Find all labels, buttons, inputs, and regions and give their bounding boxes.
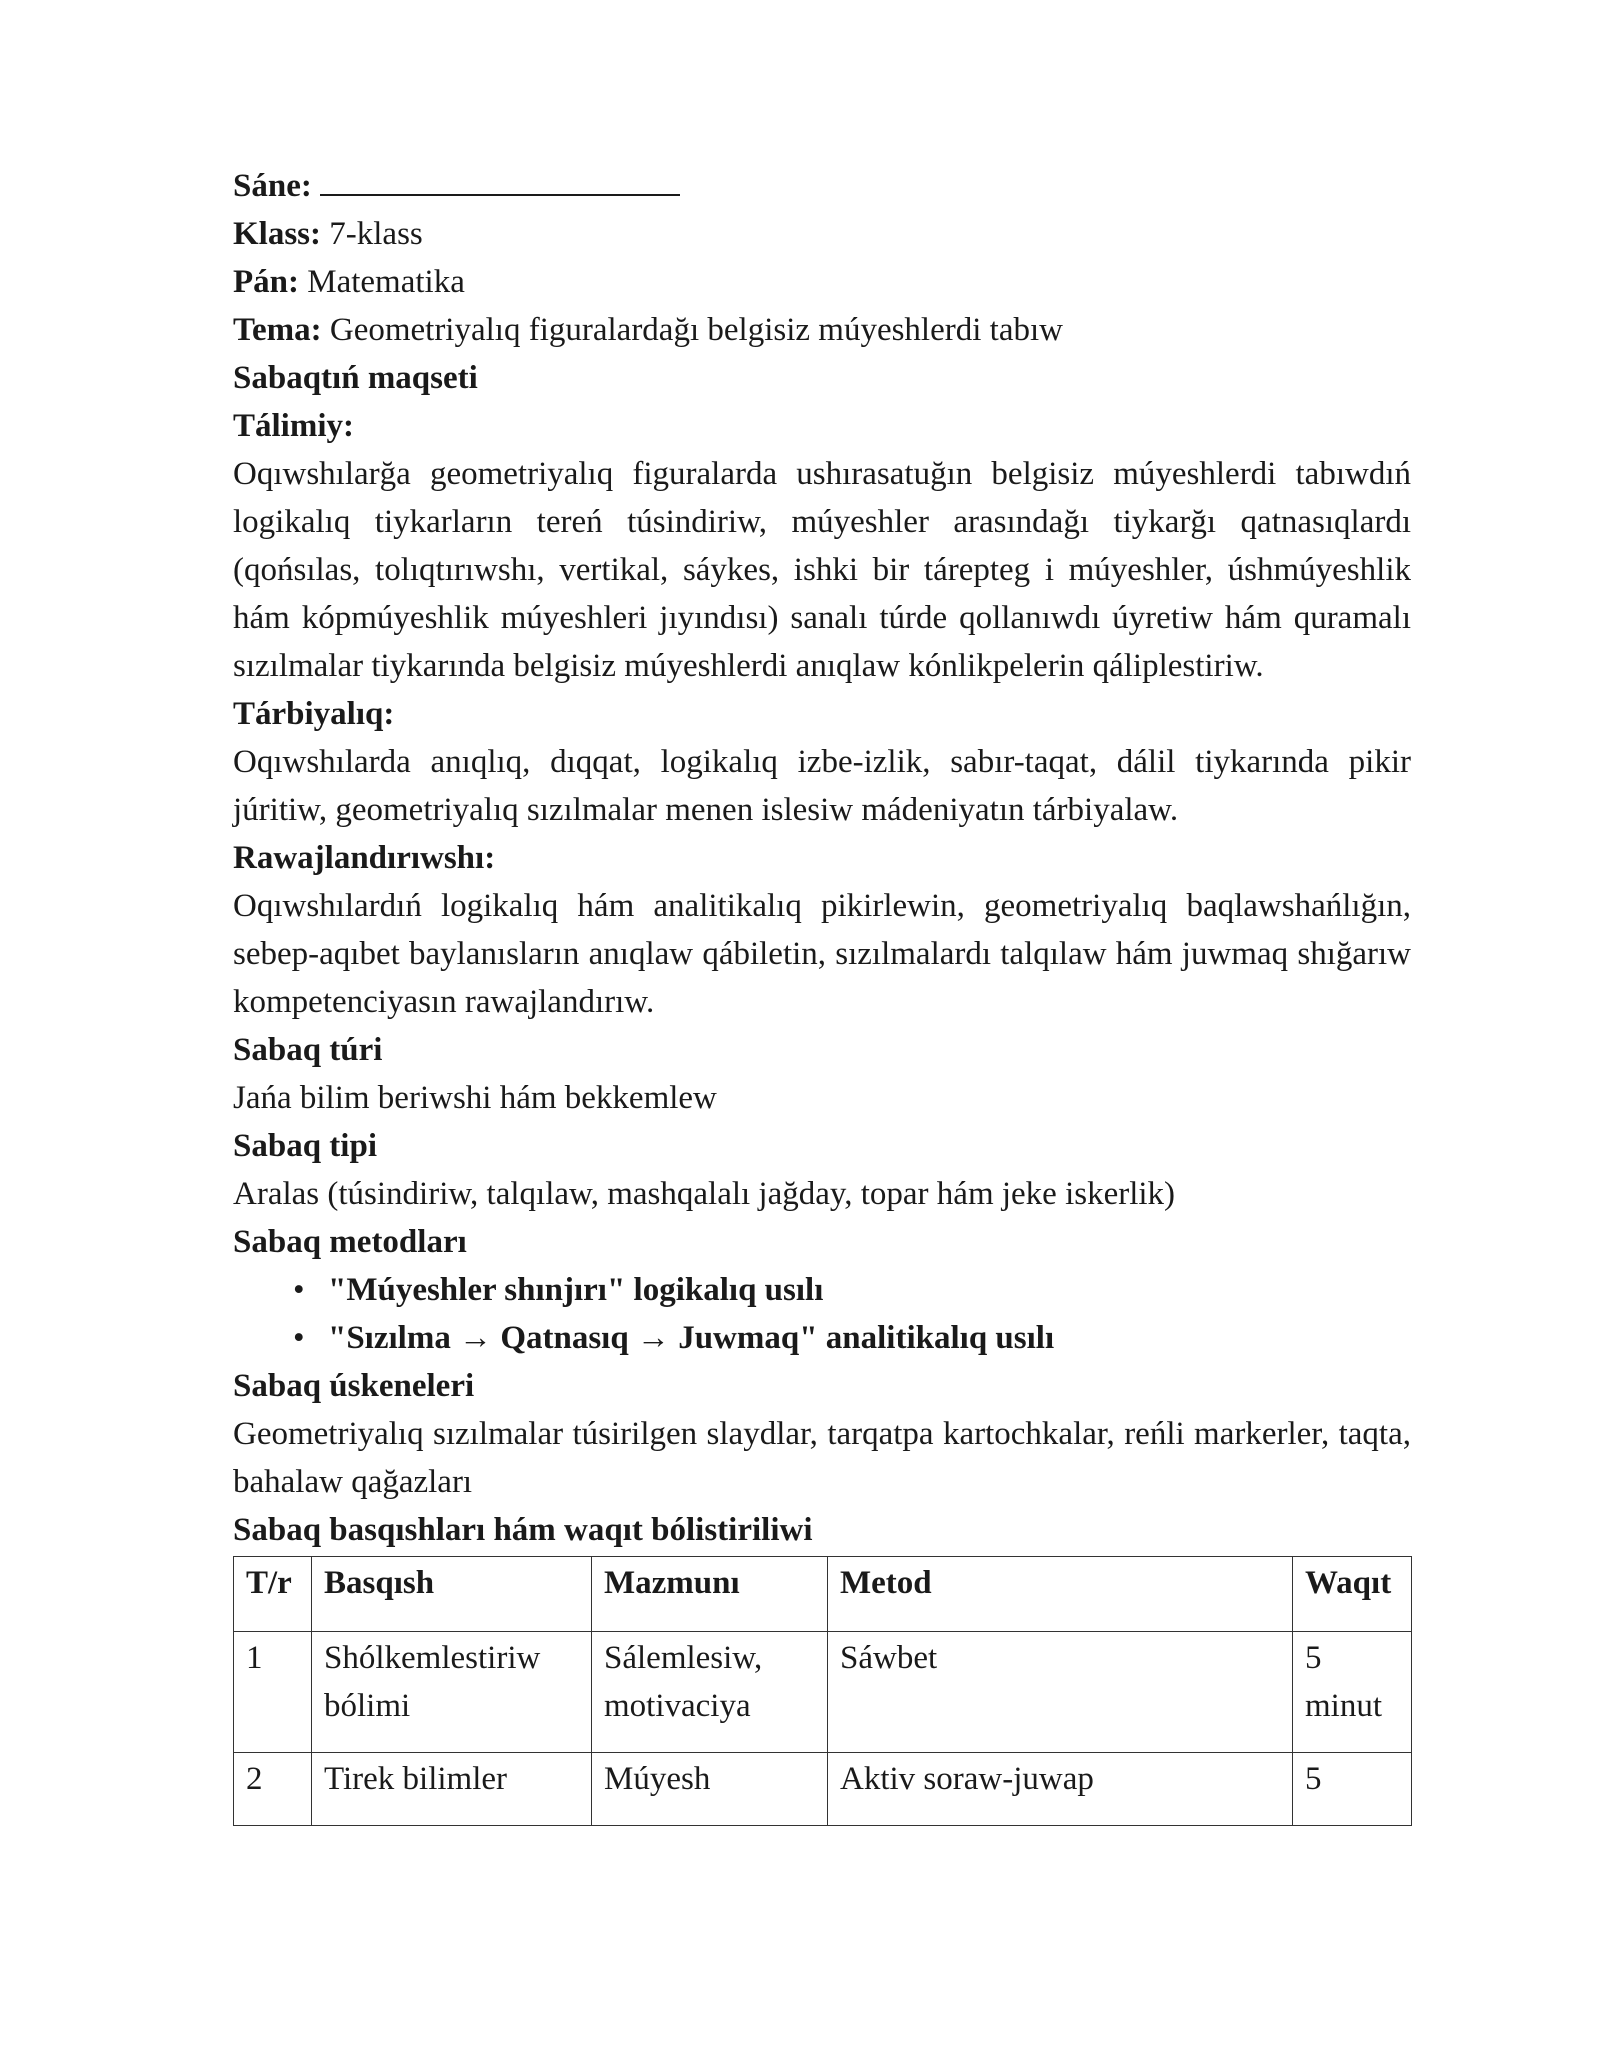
methods-list [233,1266,1411,1362]
class-line [233,210,1411,258]
date-blank [320,162,680,196]
table-cell: Múyesh [592,1753,828,1826]
methods-heading: Sabaq metodları [233,1224,467,1260]
subject-label: Pán: [233,264,299,300]
date-label: Sáne: [233,168,312,204]
subject-line [233,258,1411,306]
developmental-text: Oqıwshılardıń logikalıq hám analitikalıq pikirlewin, geometriyalıq baqlawshańlığın, sebep-aqıbet baylanısların anıqlaw qábiletin, sızılmalardı talqılaw hám juwmaq shığarıw kompetenciyasın rawajlandırıw. [233,888,1411,1020]
method-text: "Múyeshler shınjırı" logikalıq usılı [328,1272,824,1308]
table-cell: Sálemlesiw, motivaciya [592,1632,828,1753]
goals-heading: Sabaqtıń maqseti [233,360,478,396]
topic-line [233,306,1411,354]
col-header-method: Metod [828,1557,1293,1632]
col-header-number: T/r [234,1557,312,1632]
educational-text: Oqıwshılarğa geometriyalıq figuralarda ushırasatuğın belgisiz múyeshlerdi tabıwdıń logikalıq tiykarların tereń túsindiriw, múyeshler arasındağı tiykarğı qatnasıqlardı (qońsılas, tolıqtırıwshı, vertikal, sáykes, ishki bir tárepteg i múyeshler, úshmúyeshlik hám kópmúyeshlik múyeshleri jıyındısı) sanalı túrde qollanıwdı úyretiw hám quramalı sızılmalar tiykarında belgisiz múyeshlerdi anıqlaw kónlikpelerin qáliplestiriw. [233,456,1411,684]
lesson-stages-table [233,1556,1412,1826]
upbringing-heading: Tárbiyalıq: [233,696,395,732]
table-cell: Aktiv soraw-juwap [828,1753,1293,1826]
topic-label: Tema: [233,312,322,348]
table-header-row [234,1557,1412,1632]
list-item [293,1314,1411,1362]
class-value: 7-klass [329,216,423,252]
bullet-icon: • [293,1272,305,1308]
topic-value: Geometriyalıq figuralardağı belgisiz múyeshlerdi tabıw [329,312,1063,348]
class-label: Klass: [233,216,322,252]
table-cell: Shólkemlestiriw bólimi [312,1632,592,1753]
col-header-stage: Basqısh [312,1557,592,1632]
table-cell: Tirek bilimler [312,1753,592,1826]
subject-value: Matematika [307,264,465,300]
equipment-heading: Sabaq úskeneleri [233,1368,475,1404]
lesson-kind-heading: Sabaq tipi [233,1128,377,1164]
table-cell: Sáwbet [828,1632,1293,1753]
upbringing-text: Oqıwshılarda anıqlıq, dıqqat, logikalıq izbe-izlik, sabır-taqat, dálil tiykarında pikir júritiw, geometriyalıq sızılmalar menen islesiw mádeniyatın tárbiyalaw. [233,744,1411,828]
educational-heading: Tálimiy: [233,408,354,444]
developmental-heading: Rawajlandırıwshı: [233,840,496,876]
plan-heading: Sabaq basqıshları hám waqıt bólistiriliwi [233,1512,813,1548]
col-header-content: Mazmunı [592,1557,828,1632]
table-cell: 5 [1293,1753,1412,1826]
equipment-text: Geometriyalıq sızılmalar túsirilgen slaydlar, tarqatpa kartochkalar, reńli markerler, taqta, bahalaw qağazları [233,1416,1411,1500]
table-row [234,1753,1412,1826]
lesson-plan-document [233,162,1411,1826]
date-line [233,162,1411,210]
lesson-kind-text: Aralas (túsindiriw, talqılaw, mashqalalı jağday, topar hám jeke iskerlik) [233,1176,1176,1212]
table-cell: 2 [234,1753,312,1826]
table-row [234,1632,1412,1753]
method-text: "Sızılma → Qatnasıq → Juwmaq" analitikalıq usılı [328,1320,1055,1356]
table-cell: 5 minut [1293,1632,1412,1753]
list-item [293,1266,1411,1314]
bullet-icon: • [293,1320,305,1356]
lesson-type-text: Jańa bilim beriwshi hám bekkemlew [233,1080,717,1116]
lesson-type-heading: Sabaq túri [233,1032,383,1068]
table-cell: 1 [234,1632,312,1753]
col-header-time: Waqıt [1293,1557,1412,1632]
